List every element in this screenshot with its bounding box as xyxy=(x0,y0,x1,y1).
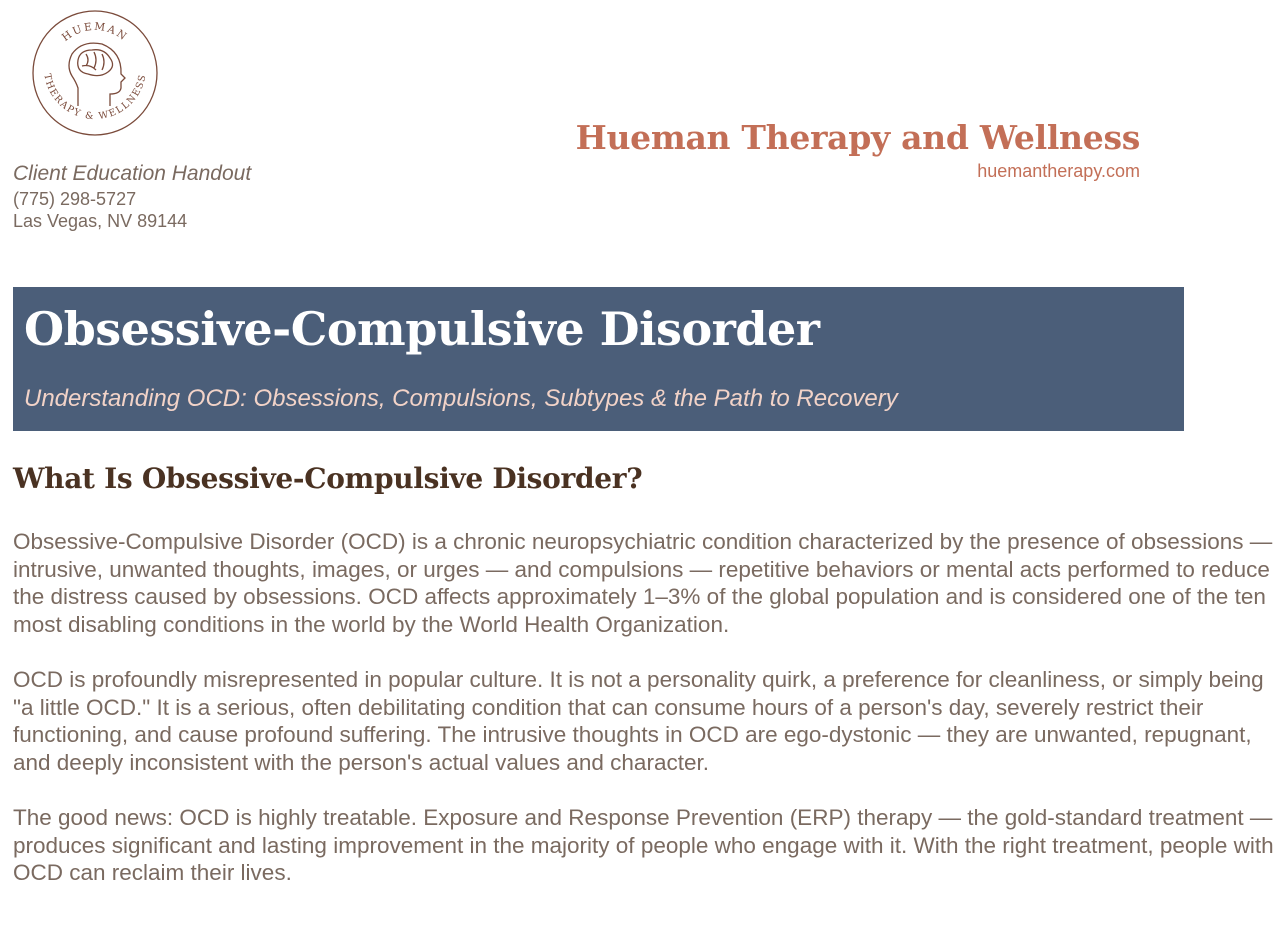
page-title: Obsessive-Compulsive Disorder xyxy=(24,302,820,356)
brand-name: Hueman Therapy and Wellness xyxy=(575,118,1140,157)
paragraph: OCD is profoundly misrepresented in popular culture. It is not a personality quirk, a preference for cleanliness, or simply being "a little OCD." It is a serious, often debilitating condition that can consume hours of a person's day, severely restrict their functioning, and cause profound suffering. The intrusive thoughts in OCD are ego-dystonic — they are unwanted, repugnant, and deeply inconsistent with the person's actual values and character. xyxy=(13,667,1264,775)
title-banner xyxy=(13,287,1184,431)
website-link[interactable]: huemantherapy.com xyxy=(977,161,1140,181)
section-body xyxy=(13,528,1281,915)
brand-header xyxy=(576,118,1140,182)
handout-tagline: Client Education Handout xyxy=(13,162,252,185)
logo-seal xyxy=(30,8,160,138)
head-brain-icon xyxy=(69,43,125,106)
logo xyxy=(30,8,160,138)
phone-number: (775) 298-5727 xyxy=(13,189,137,209)
contact-block xyxy=(13,160,251,232)
paragraph: Obsessive-Compulsive Disorder (OCD) is a chronic neuropsychiatric condition characterized by the presence of obsessions — intrusive, unwanted thoughts, images, or urges — and compulsions — repetitive behaviors or mental acts performed to reduce the distress caused by obsessions. OCD affects approximately 1–3% of the global population and is considered one of the ten most disabling conditions in the world by the World Health Organization. xyxy=(13,529,1273,637)
section-heading: What Is Obsessive-Compulsive Disorder? xyxy=(13,462,643,495)
logo-top-text: HUEMAN xyxy=(59,20,131,44)
paragraph: The good news: OCD is highly treatable. Exposure and Response Prevention (ERP) therapy — the gold-standard treatment — produces significant and lasting improvement in the majority of people who engage with it. With the right treatment, people with OCD can reclaim their lives. xyxy=(13,805,1274,885)
address: Las Vegas, NV 89144 xyxy=(13,211,188,231)
page-subtitle: Understanding OCD: Obsessions, Compulsions, Subtypes & the Path to Recovery xyxy=(24,385,898,412)
logo-bottom-text: THERAPY & WELLNESS xyxy=(41,72,149,123)
